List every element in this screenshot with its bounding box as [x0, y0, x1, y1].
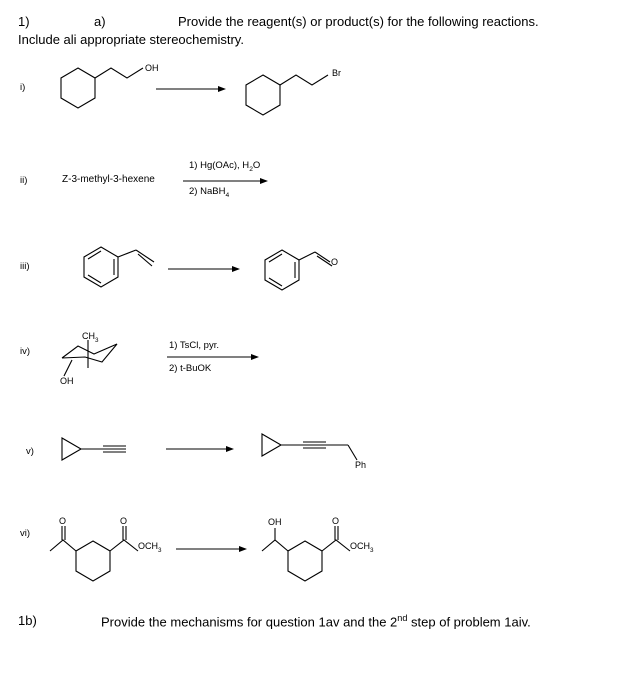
product-vi-structure	[262, 526, 350, 581]
instruction-text: Provide the reagent(s) or product(s) for the following reactions.	[178, 14, 539, 29]
atom-label-ph: Ph	[355, 460, 367, 470]
arrow-iii	[168, 266, 240, 272]
atom-label-och3-vi-reactant: $OCH_3$	[138, 541, 162, 554]
problem-label-i: i)	[20, 82, 26, 93]
product-i-structure	[246, 75, 328, 115]
reagent-step2-ii: 2) NaBH$_4$	[189, 186, 230, 199]
reactant-vi-structure	[50, 526, 138, 581]
atom-label-och3-vi-product: $OCH_3$	[350, 541, 374, 554]
atom-label-o-vi-3: O	[332, 516, 340, 526]
problem-label-ii: ii)	[20, 175, 28, 186]
stereochemistry-note: Include ali appropriate stereochemistry.	[18, 32, 244, 47]
arrow-vi	[176, 546, 247, 552]
part-b-instruction: Provide the mechanisms for question 1av and the 2nd step of problem 1aiv.	[101, 613, 531, 630]
atom-label-oh-iv: OH	[60, 376, 74, 386]
reactant-iv-structure	[62, 340, 117, 376]
atom-label-ch3-iv: $CH_3$	[82, 331, 99, 344]
atom-label-oh-i: OH	[145, 63, 159, 73]
atom-label-o-vi-2: O	[120, 516, 128, 526]
product-v-structure	[262, 434, 357, 460]
question-part: a)	[94, 14, 106, 29]
reagent-step2-iv: 2) t-BuOK	[169, 363, 212, 374]
reagent-step1-ii: 1) Hg(OAc), $H_2O$	[189, 160, 261, 173]
problem-label-v: v)	[26, 446, 34, 457]
question-number: 1)	[18, 14, 30, 29]
problem-label-iv: iv)	[20, 346, 31, 357]
reactant-name-ii: Z-3-methyl-3-hexene	[62, 174, 155, 185]
arrow-i	[156, 86, 226, 92]
atom-label-o-iii: O	[331, 257, 339, 267]
arrow-ii	[183, 178, 268, 184]
reagent-step1-iv: 1) TsCl, pyr.	[169, 340, 219, 351]
arrow-v	[166, 446, 234, 452]
atom-label-oh-vi: OH	[268, 517, 282, 527]
reactant-iii-structure	[84, 247, 154, 287]
part-b-label: 1b)	[18, 613, 37, 628]
problem-label-iii: iii)	[20, 261, 30, 272]
product-iii-structure	[265, 250, 332, 290]
reactant-v-structure	[62, 438, 126, 460]
atom-label-br: Br	[332, 68, 341, 78]
atom-label-o-vi-1: O	[59, 516, 67, 526]
arrow-iv	[167, 354, 259, 360]
reactant-i-structure	[61, 68, 143, 108]
problem-label-vi: vi)	[20, 528, 31, 539]
